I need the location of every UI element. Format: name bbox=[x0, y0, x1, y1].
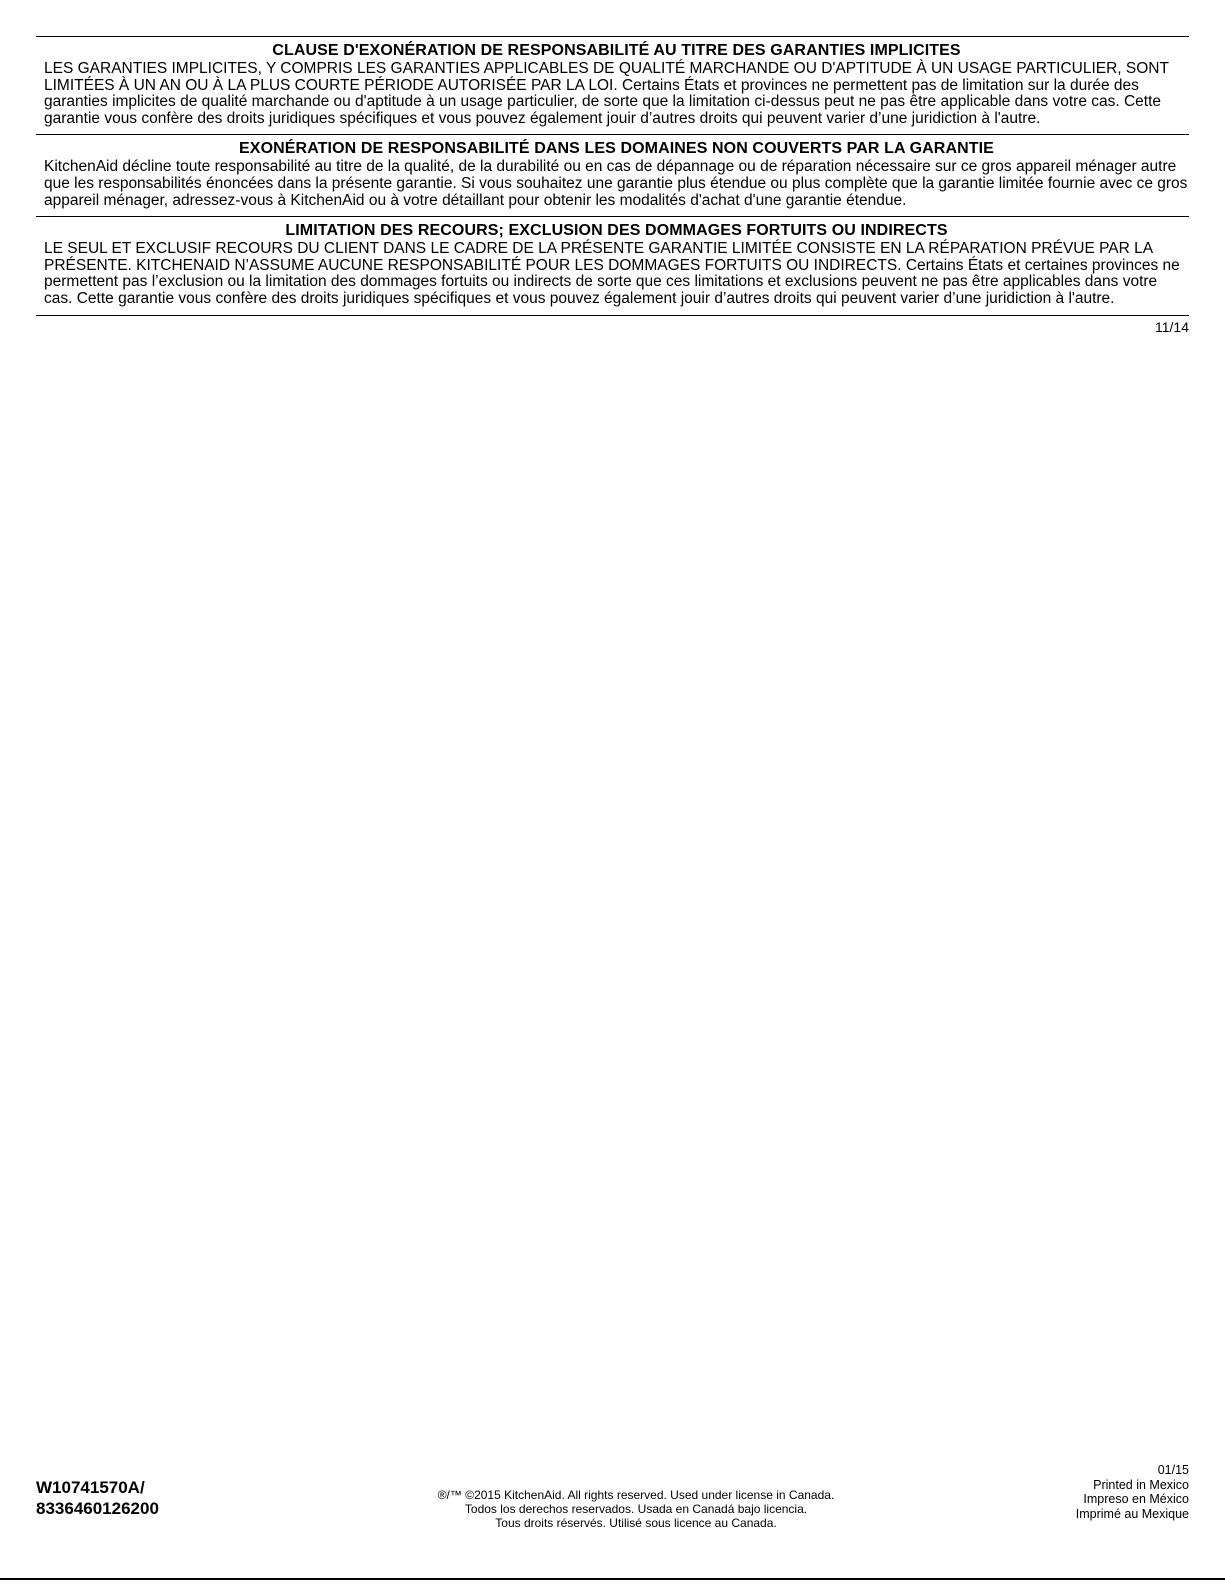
section-heading: CLAUSE D'EXONÉRATION DE RESPONSABILITÉ AU TITRE DES GARANTIES IMPLICITES bbox=[272, 42, 961, 59]
section-body: LE SEUL ET EXCLUSIF RECOURS DU CLIENT DANS LE CADRE DE LA PRÉSENTE GARANTIE LIMITÉE CONSISTE EN LA RÉPARATION PRÉVUE PAR LA PRÉSENTE. KITCHENAID N’ASSUME AUCUNE RESPONSABILITÉ POUR LES DOMMAGES FORTUITS OU INDIRECTS. Certains États et certaines provinces ne permettent pas l’exclusion ou la limitation des dommages fortuits ou indirects de sorte que ces limitations et exclusions peuvent ne pas être applicables dans votre cas. Cette garantie vous confère des droits juridiques spécifiques et vous pouvez également jouir d’autres droits qui peuvent varier d’une juridiction à l'autre. bbox=[44, 240, 1180, 307]
legal-line-en: ®/™ ©2015 KitchenAid. All rights reserved. Used under license in Canada. bbox=[437, 1488, 835, 1502]
footer-part-numbers bbox=[36, 1477, 159, 1519]
part-number: W10741570A/ bbox=[36, 1478, 145, 1497]
limitation-section bbox=[36, 217, 1189, 314]
legal-line-es: Todos los derechos reservados. Usada en Canadá bajo licencia. bbox=[464, 1502, 808, 1516]
printed-in-fr: Imprimé au Mexique bbox=[1075, 1506, 1189, 1521]
footer-print-info bbox=[1076, 1463, 1189, 1521]
section-heading: EXONÉRATION DE RESPONSABILITÉ DANS LES DOMAINES NON COUVERTS PAR LA GARANTIE bbox=[239, 140, 994, 158]
footer-legal bbox=[296, 1488, 976, 1530]
page-number: 11/14 bbox=[1155, 318, 1189, 335]
section-body: LES GARANTIES IMPLICITES, Y COMPRIS LES GARANTIES APPLICABLES DE QUALITÉ MARCHANDE OU D'APTITUDE À UN USAGE PARTICULIER, SONT LIMITÉES À UN AN OU À LA PLUS COURTE PÉRIODE AUTORISÉE PAR LA LOI. Certains États et provinces ne permettent pas de limitation sur la durée des garanties implicites de qualité marchande ou d'aptitude à un usage particulier, de sorte que la limitation ci-dessus peut ne pas être applicable dans votre cas. Cette garantie vous confère des droits juridiques spécifiques et vous pouvez également jouir d’autres droits qui peuvent varier d’une juridiction à l'autre. bbox=[44, 60, 1169, 127]
printed-in-en: Printed in Mexico bbox=[1093, 1477, 1189, 1492]
barcode-number: 8336460126200 bbox=[36, 1499, 159, 1518]
implied-warranty-section bbox=[36, 37, 1189, 134]
section-heading: LIMITATION DES RECOURS; EXCLUSION DES DOMMAGES FORTUITS OU INDIRECTS bbox=[285, 222, 948, 240]
section-body: KitchenAid décline toute responsabilité au titre de la qualité, de la durabilité ou en cas de dépannage ou de réparation nécessaire sur ce gros appareil ménager autre que les responsabilités énoncées dans la présente garantie. Si vous souhaitez une garantie plus étendue ou plus complète que la garantie limitée fournie avec ce gros appareil ménager, adressez-vous à KitchenAid ou à votre détaillant pour obtenir les modalités d'achat d'une garantie étendue. bbox=[44, 158, 1188, 209]
page-footer bbox=[36, 1463, 1189, 1530]
printed-in-es: Impreso en México bbox=[1083, 1492, 1189, 1506]
page-bottom-edge bbox=[0, 1578, 1225, 1580]
warranty-content bbox=[36, 36, 1189, 335]
bottom-section-rule bbox=[36, 315, 1189, 316]
legal-line-fr: Tous droits réservés. Utilisé sous licence au Canada. bbox=[495, 1516, 777, 1530]
print-date: 01/15 bbox=[1157, 1463, 1189, 1477]
non-covered-section bbox=[36, 135, 1189, 216]
